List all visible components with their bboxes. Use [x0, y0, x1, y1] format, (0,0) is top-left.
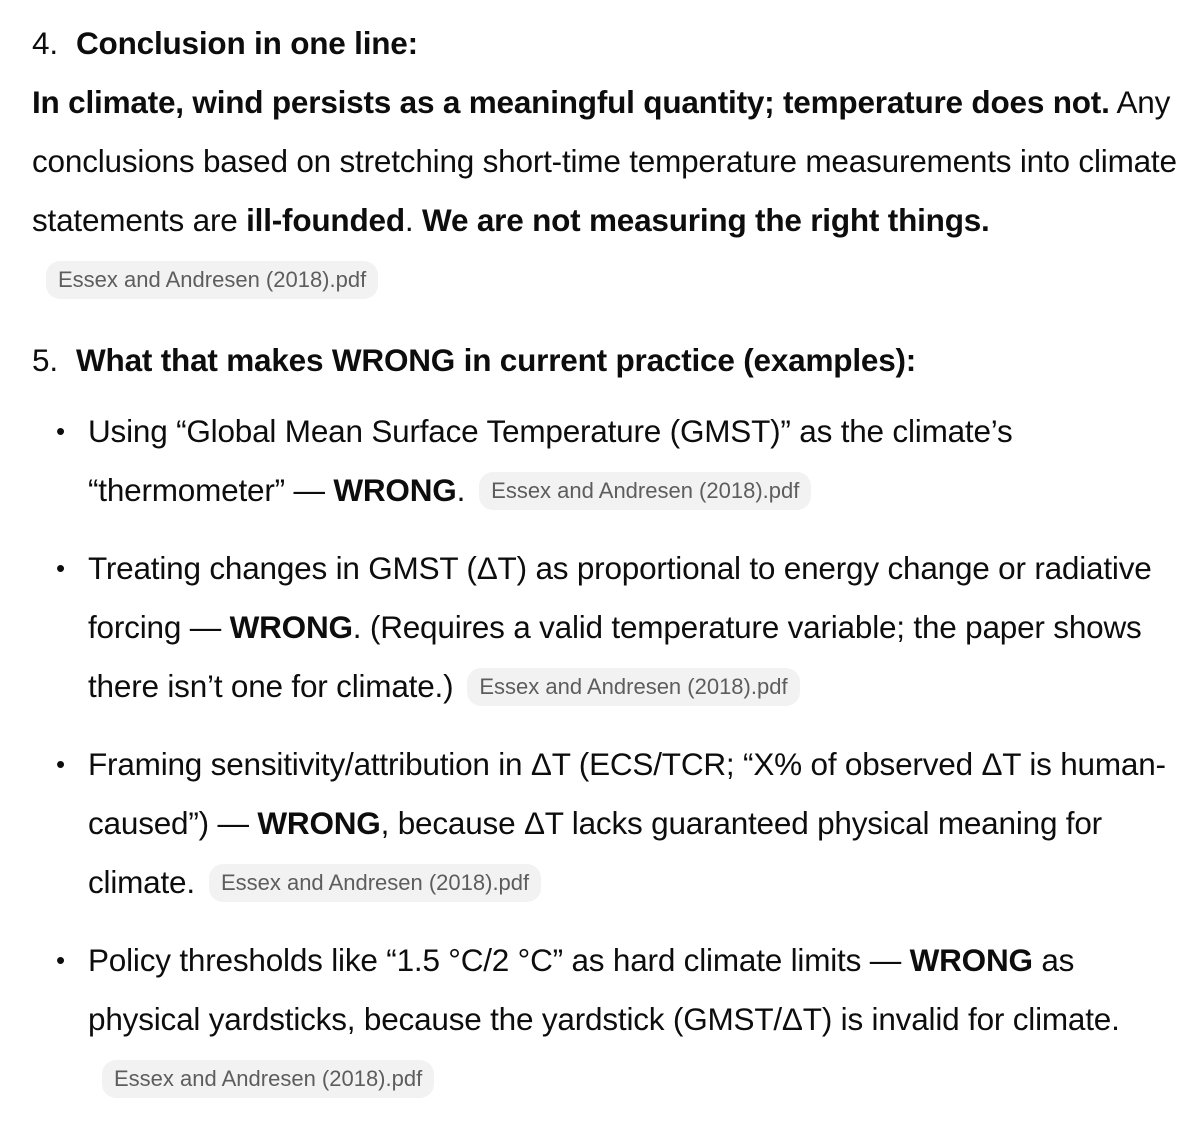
wrong-label: WRONG [909, 942, 1033, 978]
conclusion-paragraph [32, 73, 1182, 309]
citation-chip[interactable]: Essex and Andresen (2018).pdf [479, 472, 811, 510]
bullet-icon: • [56, 553, 65, 583]
section-4-heading [32, 14, 1182, 73]
list-item [32, 735, 1182, 912]
item-text: Policy thresholds like “1.5 °C/2 °C” as hard climate limits — [88, 942, 910, 978]
bullet-icon: • [56, 416, 65, 446]
item-text: . [456, 472, 466, 508]
item-text: as physical yardsticks, because the yardstick (GMST/ΔT) is invalid for climate. [88, 942, 1120, 1037]
wrong-label: WRONG [333, 472, 457, 508]
item-text: Using “Global Mean Surface Temperature (GMST)” as the climate’s “thermometer” — [88, 413, 1013, 508]
item-text: . (Requires a valid temperature variable; the paper shows there isn’t one for climate.) [88, 609, 1142, 704]
chat-message-content [32, 14, 1182, 1127]
bullet-icon: • [56, 945, 65, 975]
citation-chip[interactable]: Essex and Andresen (2018).pdf [46, 261, 378, 299]
examples-list [32, 402, 1182, 1108]
citation-chip[interactable]: Essex and Andresen (2018).pdf [467, 668, 799, 706]
citation-chip[interactable]: Essex and Andresen (2018).pdf [102, 1060, 434, 1098]
citation-chip[interactable]: Essex and Andresen (2018).pdf [209, 864, 541, 902]
bold-lead: In climate, wind persists as a meaningful quantity; temperature does not. [32, 84, 1110, 120]
paragraph-text: Any conclusions based on stretching short-time temperature measurements into climate statements are [32, 84, 1177, 238]
bullet-icon: • [56, 749, 65, 779]
section-5-heading [32, 331, 1182, 390]
wrong-label: WRONG [257, 805, 381, 841]
wrong-label: WRONG [229, 609, 353, 645]
section-title: Conclusion in one line: [76, 25, 418, 61]
list-item [32, 931, 1182, 1108]
section-title: What that makes WRONG in current practice (examples): [76, 342, 917, 378]
paragraph-text: . [404, 202, 422, 238]
item-text: Treating changes in GMST (ΔT) as proportional to energy change or radiative forcing — [88, 550, 1152, 645]
section-number: 4. [32, 25, 58, 61]
bold-tail: We are not measuring the right things. [421, 202, 990, 238]
item-text: , because ΔT lacks guaranteed physical meaning for climate. [88, 805, 1102, 900]
item-text: Framing sensitivity/attribution in ΔT (ECS/TCR; “X% of observed ΔT is human-caused”) — [88, 746, 1166, 841]
list-item [32, 402, 1182, 520]
bold-emphasis: ill-founded [246, 202, 405, 238]
list-item [32, 539, 1182, 716]
section-number: 5. [32, 342, 58, 378]
